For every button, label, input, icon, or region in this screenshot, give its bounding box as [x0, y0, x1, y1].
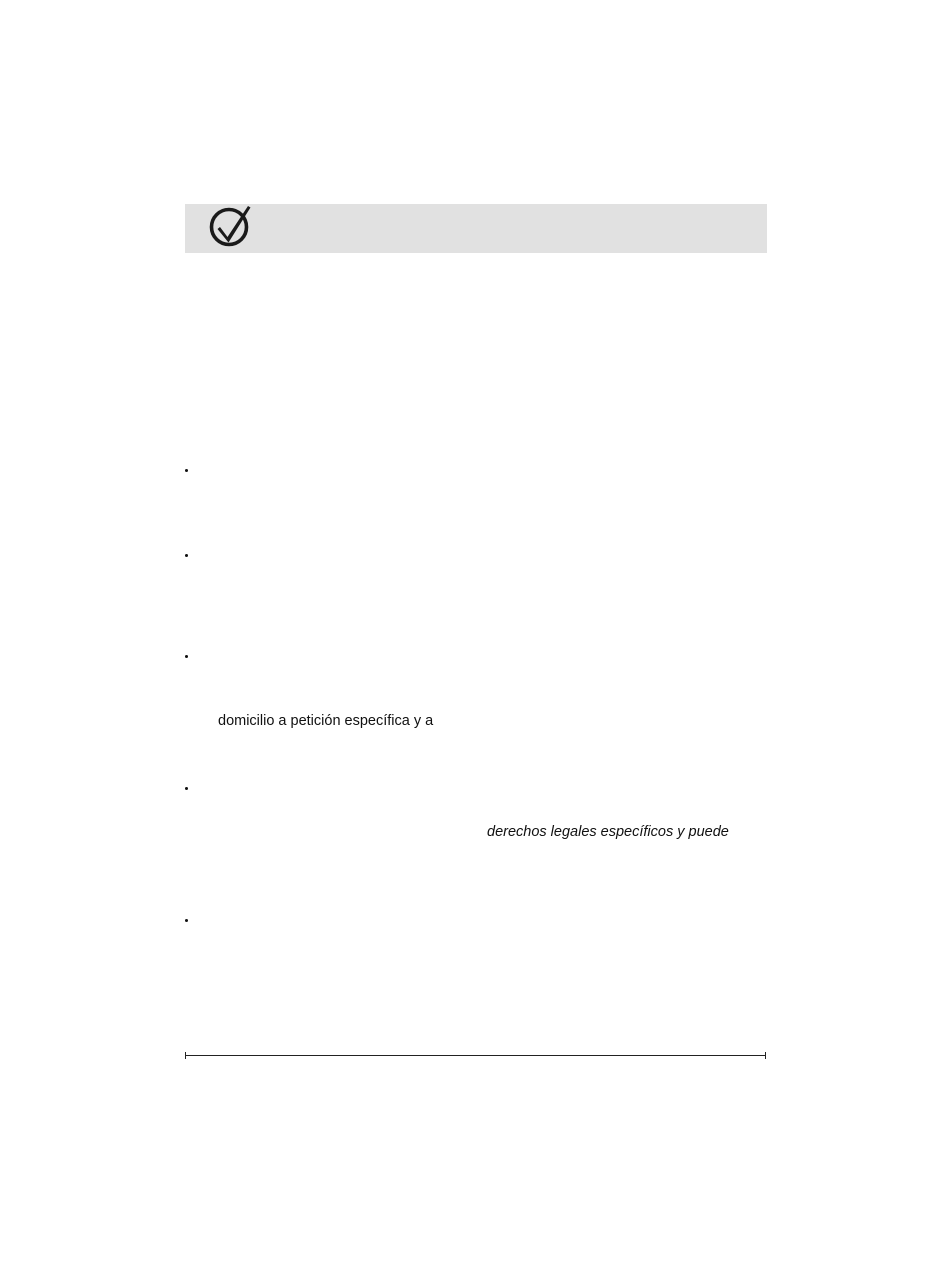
list-bullet-2: [185, 554, 191, 560]
check-circle-icon: [209, 204, 253, 248]
list-bullet-1: [185, 469, 191, 475]
list-item-3-text: domicilio a petición específica y a: [218, 713, 434, 729]
list-item-4-text: derechos legales específicos y puede: [487, 824, 729, 840]
list-bullet-4: [185, 787, 191, 793]
list-bullet-3: [185, 655, 191, 661]
footer-rule-left-tick: [185, 1052, 186, 1059]
footer-rule: [185, 1055, 766, 1056]
list-bullet-5: [185, 919, 191, 925]
header-band: [185, 204, 767, 253]
footer-rule-right-tick: [765, 1052, 766, 1059]
